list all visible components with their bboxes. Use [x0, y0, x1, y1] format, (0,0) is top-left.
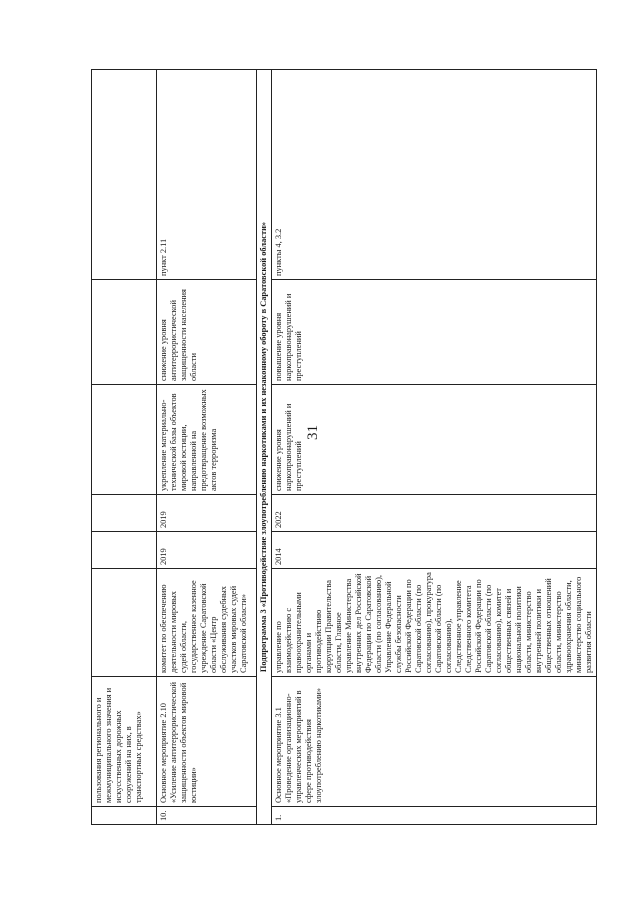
cell-result: укрепление материально-технической базы объектов мировой юстиции, направленной на предотвращение возможных актов терроризма: [157, 385, 257, 495]
section-title: Подпрограмма 3 «Противодействие злоупотреблению наркотиками и их незаконному обороту в Саратовской области»: [257, 70, 272, 825]
cell-executor: управление по взаимодействию с правоохранительными органами и противодействию коррупции Правительства области, Главное управление Министерства внутренних дел Российской Федерации по Саратовской области (по согласованию), Управление Федеральной службы безопасности Российской Федерации по Саратовской области (по согласованию), прокуратура Саратовской области (по согласованию), Следственное управление Следственного комитета Российской Федерации по Саратовской области (по согласованию), комитет общественных связей и национальной политики области, министерство внутренней политики и общественных отношений области, министерство здравоохранения области, министерство социального развития области: [272, 569, 597, 677]
page-number: 31: [305, 425, 321, 440]
cell-start: [92, 532, 157, 569]
table-row: [272, 70, 597, 825]
cell-end: [92, 495, 157, 532]
cell-result: [92, 385, 157, 495]
program-table: [91, 69, 597, 825]
cell-link: [92, 70, 157, 280]
cell-num: 10.: [157, 807, 257, 825]
section-row: [257, 70, 272, 825]
cell-name: пользования регионального и межмуниципального значения и искусственных дорожных сооружений на них, в транспортных средствах»: [92, 677, 157, 807]
cell-name: Основное мероприятие 3.1 «Проведение организационно-управленческих мероприятий в сфере противодействия злоупотреблению наркотиками»: [272, 677, 597, 807]
cell-end: 2019: [157, 495, 257, 532]
cell-num: 1.: [272, 807, 597, 825]
cell-end: 2022: [272, 495, 597, 532]
cell-start: 2019: [157, 532, 257, 569]
cell-executor: комитет по обеспечению деятельности мировых судей области, государственное казенное учреждение Саратовской области «Центр обслуживания судебных участков мировых судей Саратовской области»: [157, 569, 257, 677]
cell-consequence: [92, 280, 157, 385]
cell-executor: [92, 569, 157, 677]
table-row: [157, 70, 257, 825]
cell-link: пункт 2.11: [157, 70, 257, 280]
cell-link: пункты 4, 3.2: [272, 70, 597, 280]
cell-start: 2014: [272, 532, 597, 569]
table-row: [92, 70, 157, 825]
cell-consequence: повышение уровня наркоправонарушений и преступлений: [272, 280, 597, 385]
cell-result: снижение уровня наркоправонарушений и преступлений: [272, 385, 597, 495]
cell-name: Основное мероприятие 2.10 «Усиление антитеррористической защищенности объектов мировой юстиции»: [157, 677, 257, 807]
rotated-table-area: [91, 70, 631, 825]
cell-num: [92, 807, 157, 825]
cell-consequence: снижение уровня антитеррористической защищенности населения области: [157, 280, 257, 385]
